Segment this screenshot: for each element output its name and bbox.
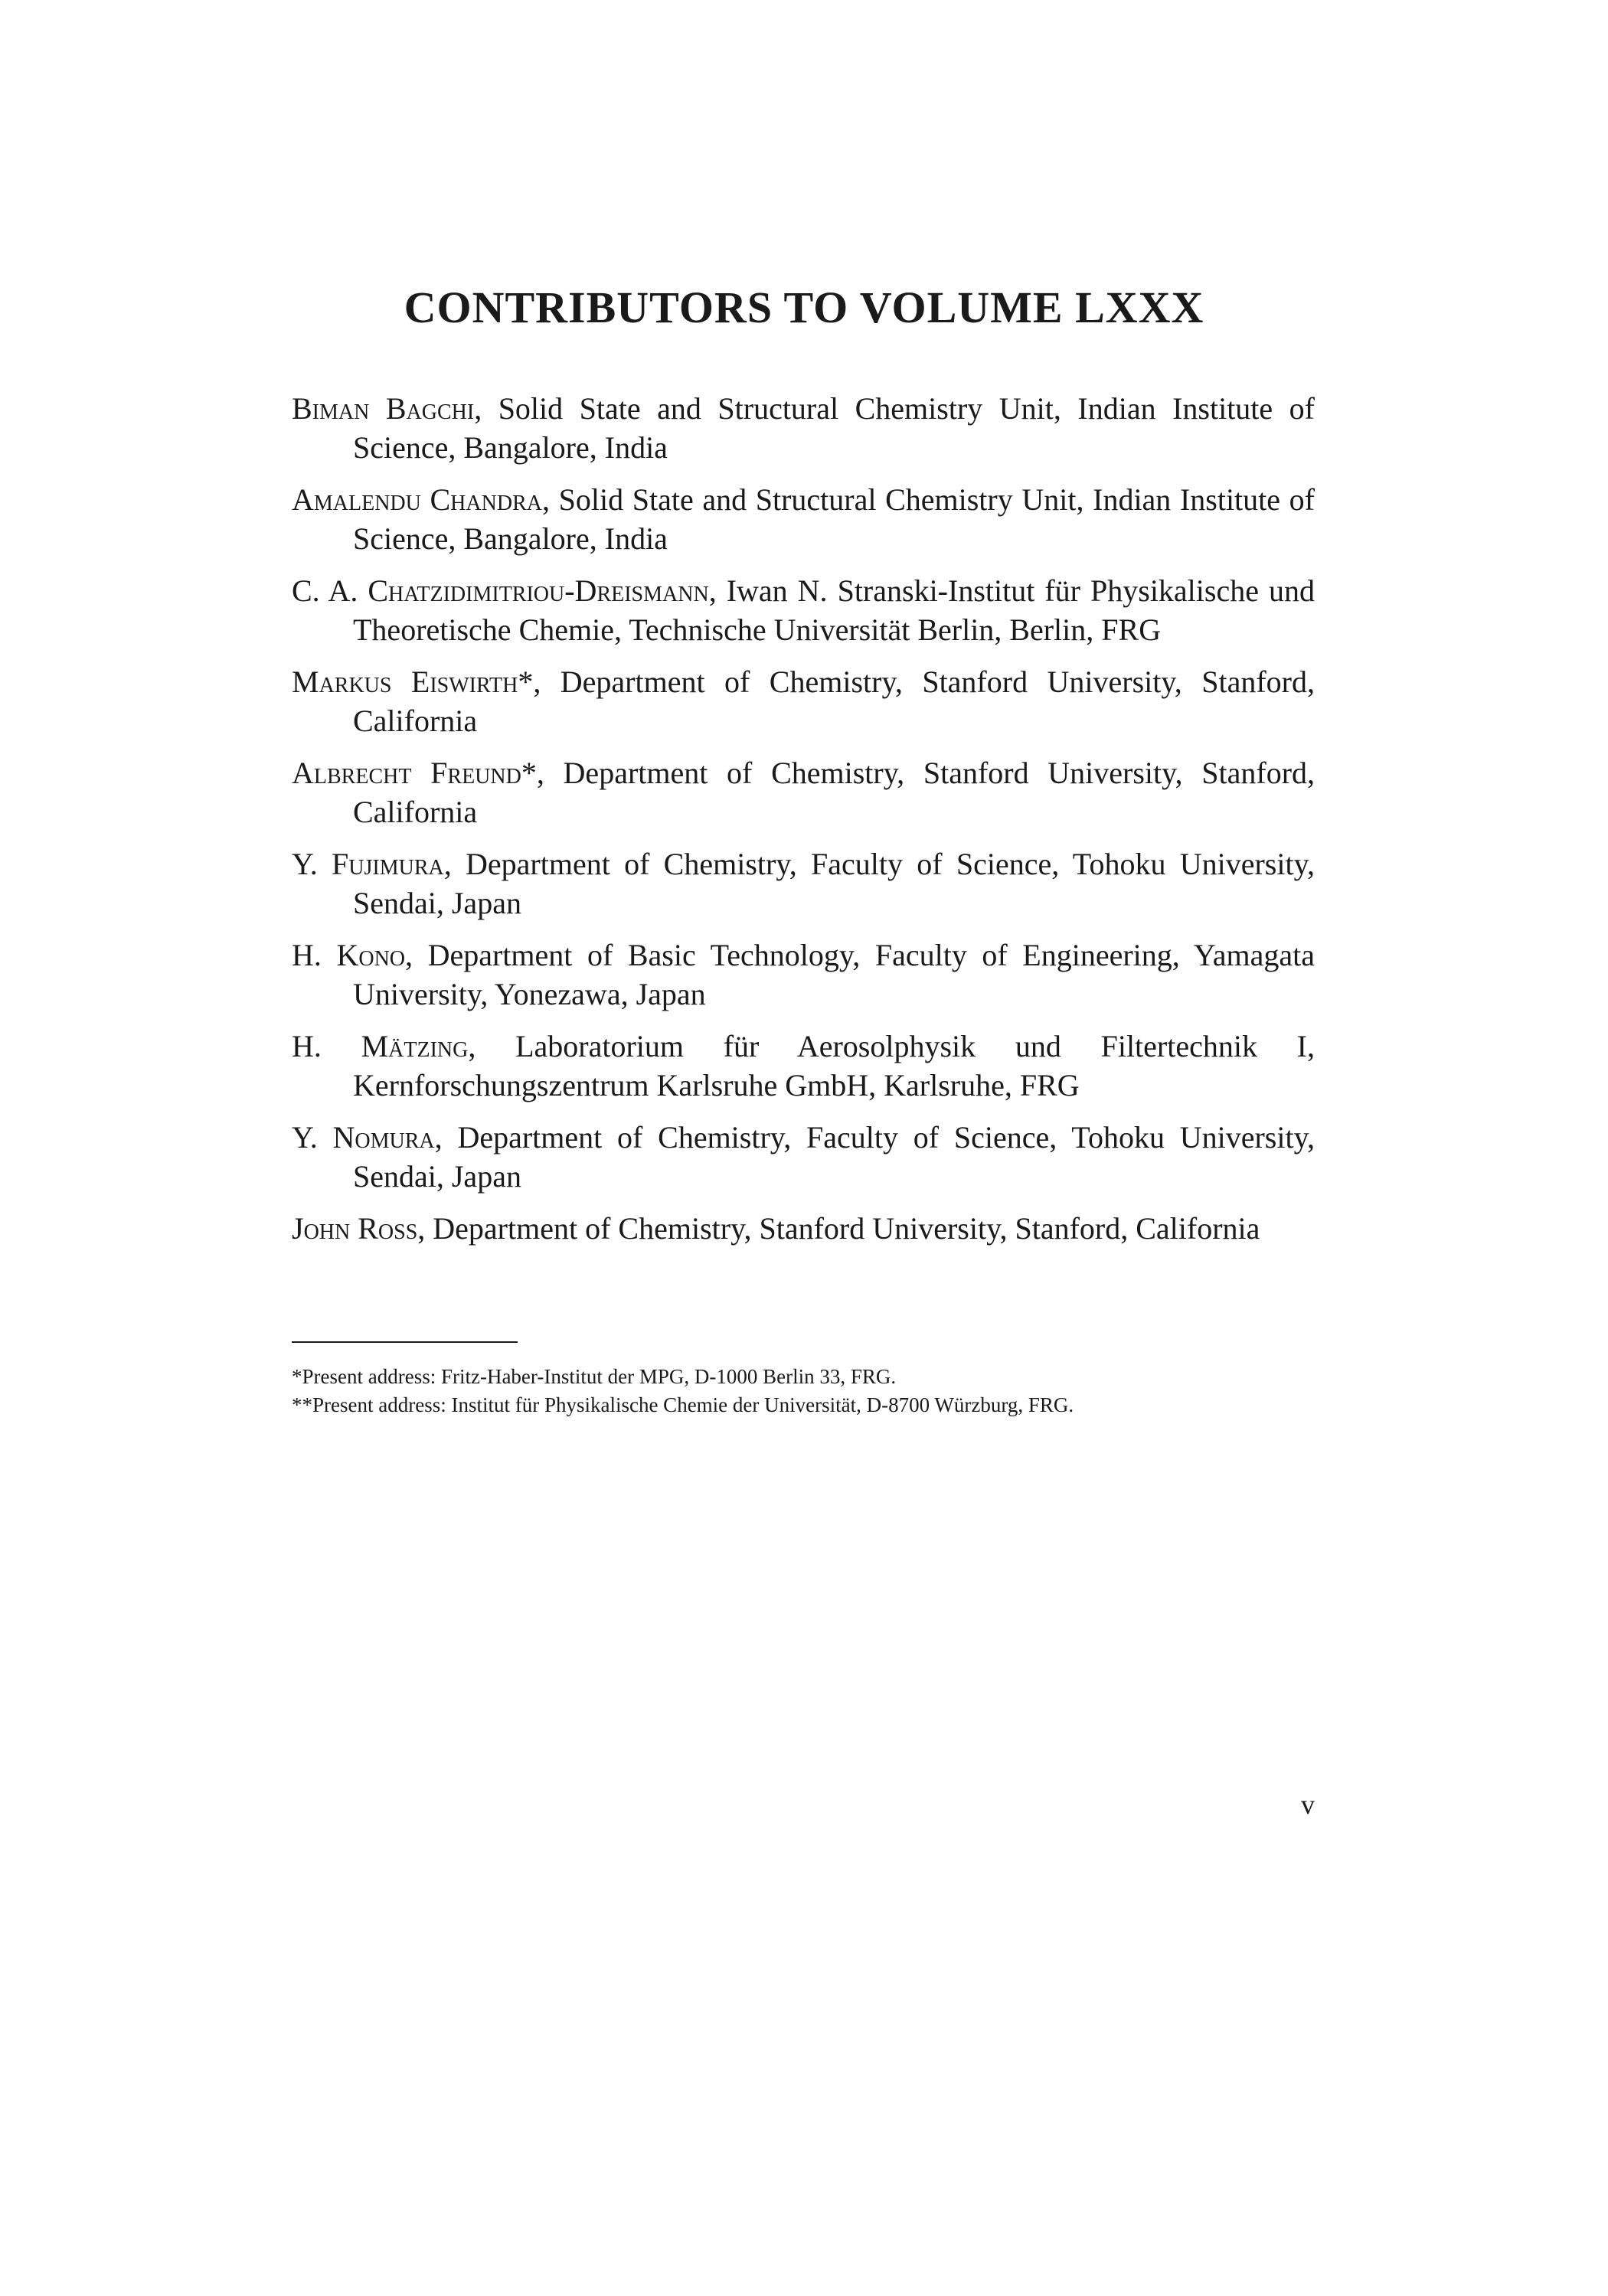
contributor-entry: Albrecht Freund*, Department of Chemistry, Stanford University, Stanford, California — [292, 756, 1315, 829]
contributor-entry: Y. Nomura, Department of Chemistry, Faculty of Science, Tohoku University, Sendai, Japan — [292, 1120, 1315, 1194]
contributor-footnote-mark: * — [518, 665, 534, 699]
contributor-affiliation: Department of Chemistry, Stanford University, Stanford, California — [353, 756, 1315, 829]
contributors-list — [292, 389, 1315, 1261]
contributor-name: Albrecht Freund — [292, 756, 521, 790]
footnotes — [292, 1341, 1315, 1419]
contributor-name: John Ross — [292, 1211, 418, 1246]
contributor-name: H. Mätzing — [292, 1029, 469, 1063]
contributor-name: C. A. Chatzidimitriou-Dreismann — [292, 573, 709, 608]
contributor-name: Markus Eiswirth — [292, 665, 518, 699]
contributor-entry: Biman Bagchi, Solid State and Structural Chemistry Unit, Indian Institute of Science, Bangalore, India — [292, 391, 1315, 465]
page-title: CONTRIBUTORS TO VOLUME LXXX — [404, 283, 1204, 332]
contributor-affiliation: Department of Basic Technology, Faculty of Engineering, Yamagata University, Yonezawa, Japan — [353, 938, 1315, 1011]
contributor-affiliation: Department of Chemistry, Stanford University, Stanford, California — [433, 1211, 1260, 1246]
contributor-affiliation: Laboratorium für Aerosolphysik und Filtertechnik I, Kernforschungszentrum Karlsruhe GmbH, Karlsruhe, FRG — [353, 1029, 1315, 1102]
contributor-footnote-mark: * — [521, 756, 537, 790]
contributor-name: Amalendu Chandra — [292, 482, 542, 517]
contributor-name: Y. Fujimura — [292, 847, 444, 881]
contributor-affiliation: Department of Chemistry, Faculty of Science, Tohoku University, Sendai, Japan — [353, 847, 1315, 920]
contributor-affiliation: Iwan N. Stranski-Institut für Physikalische und Theoretische Chemie, Technische Universität Berlin, Berlin, FRG — [353, 573, 1315, 647]
footnote: *Present address: Fritz-Haber-Institut der MPG, D-1000 Berlin 33, FRG. — [292, 1365, 897, 1388]
contributor-name: Y. Nomura — [292, 1120, 435, 1155]
contributor-entry: C. A. Chatzidimitriou-Dreismann, Iwan N. Stranski-Institut für Physikalische und Theoretische Chemie, Technische Universität Berlin, Berlin, FRG — [292, 573, 1315, 647]
footnote: **Present address: Institut für Physikalische Chemie der Universität, D-8700 Würzburg, FRG. — [292, 1393, 1074, 1416]
contributor-entry: H. Mätzing, Laboratorium für Aerosolphysik und Filtertechnik I, Kernforschungszentrum Karlsruhe GmbH, Karlsruhe, FRG — [292, 1029, 1315, 1102]
contributor-entry: Y. Fujimura, Department of Chemistry, Faculty of Science, Tohoku University, Sendai, Japan — [292, 847, 1315, 920]
page-number: v — [1301, 1789, 1315, 1820]
contributor-name: H. Kono — [292, 938, 406, 972]
contributor-affiliation: Department of Chemistry, Faculty of Science, Tohoku University, Sendai, Japan — [353, 1120, 1315, 1194]
contributor-affiliation: Solid State and Structural Chemistry Unit, Indian Institute of Science, Bangalore, India — [353, 391, 1315, 465]
contributor-entry: Markus Eiswirth*, Department of Chemistry, Stanford University, Stanford, California — [292, 665, 1315, 738]
contributor-entry: H. Kono, Department of Basic Technology, Faculty of Engineering, Yamagata University, Yonezawa, Japan — [292, 938, 1315, 1011]
contributor-name: Biman Bagchi — [292, 391, 475, 426]
contributor-affiliation: Solid State and Structural Chemistry Unit, Indian Institute of Science, Bangalore, India — [353, 482, 1315, 556]
contributor-entry: John Ross, Department of Chemistry, Stanford University, Stanford, California — [292, 1211, 1260, 1246]
contributor-entry: Amalendu Chandra, Solid State and Structural Chemistry Unit, Indian Institute of Science, Bangalore, India — [292, 482, 1315, 556]
footnote-rule — [292, 1341, 518, 1343]
contributor-affiliation: Department of Chemistry, Stanford University, Stanford, California — [353, 665, 1315, 738]
